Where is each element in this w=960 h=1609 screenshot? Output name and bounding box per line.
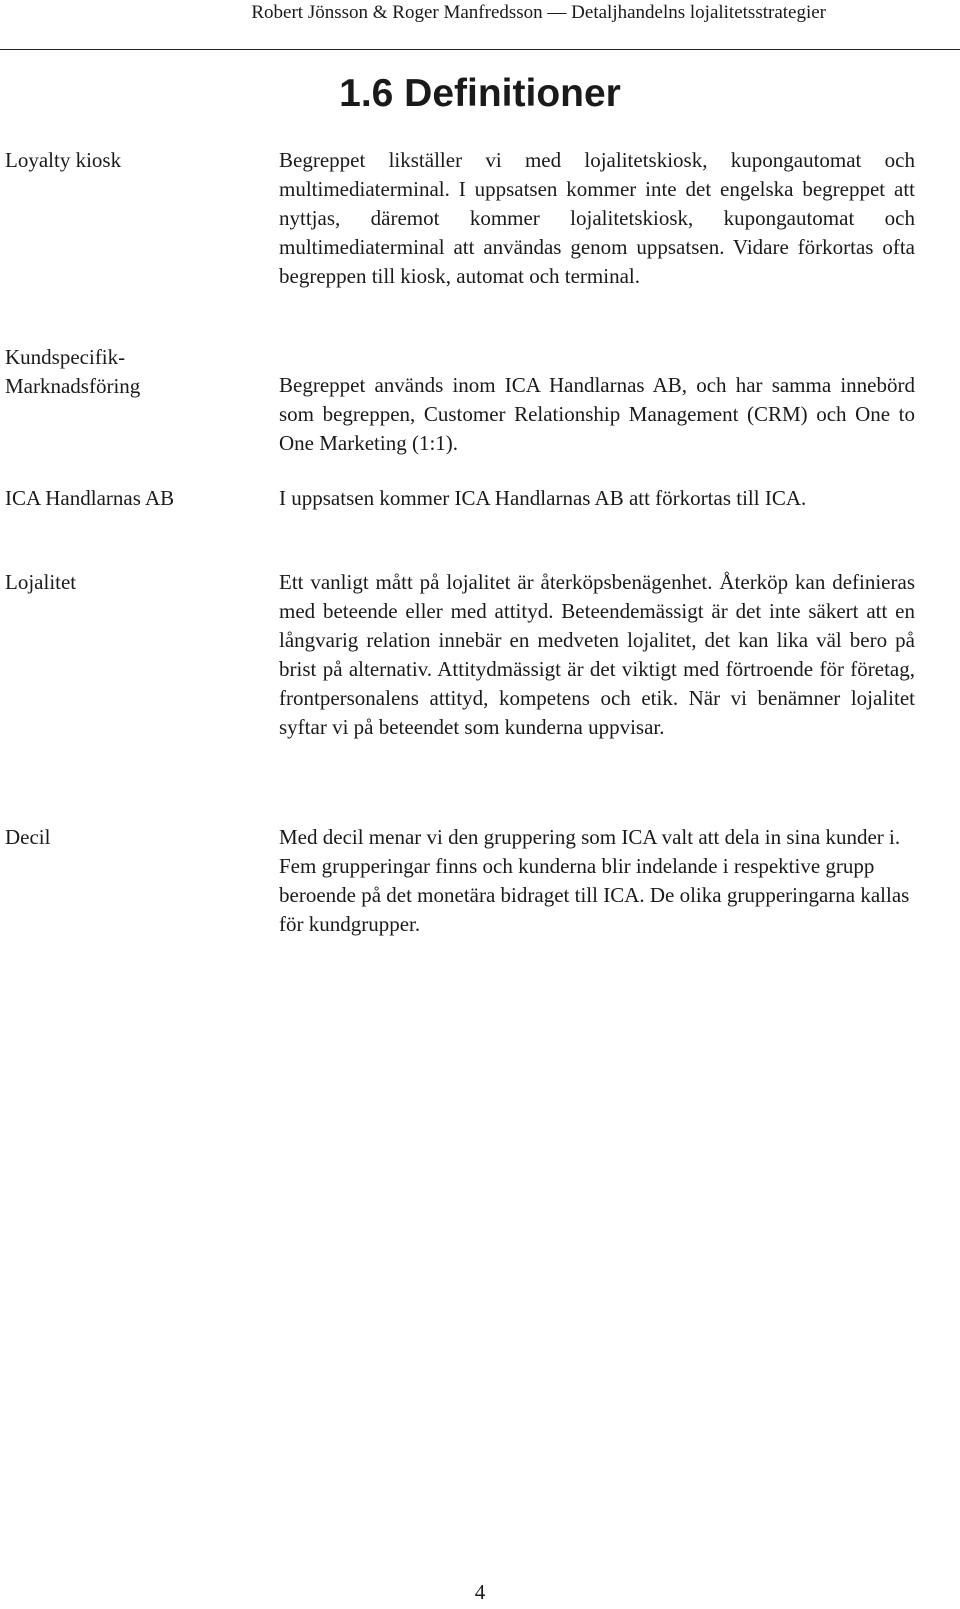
term-decil: Decil (5, 825, 51, 849)
term-kundspecifik-marknadsforing: Kundspecifik- Marknadsföring (5, 345, 141, 398)
definition-kundspecifik-marknadsforing: Begreppet används inom ICA Handlarnas AB, och har samma innebörd som begreppen, Customer Relationship Management (CRM) och One to One Marketing (1:1). (279, 373, 915, 455)
definition-ica-handlarnas-ab: I uppsatsen kommer ICA Handlarnas AB att förkortas till ICA. (279, 486, 807, 510)
definition-lojalitet: Ett vanligt mått på lojalitet är återköpsbenägenhet. Återköp kan definieras med beteende eller med attityd. Beteendemässigt är det inte säkert att en långvarig relation innebär en medveten lojalitet, det kan lika väl bero på brist på alternativ. Attitydmässigt är det viktigt med förtroende för företag, frontpersonalens attityd, kompetens och etik. När vi benämner lojalitet syftar vi på beteendet som kunderna uppvisar. (279, 570, 915, 739)
definition-loyalty-kiosk: Begreppet likställer vi med lojalitetskiosk, kupongautomat och multimediaterminal. I uppsatsen kommer inte det engelska begreppet att nyttjas, däremot kommer lojalitetskiosk, kupongautomat och multimediaterminal att användas genom uppsatsen. Vidare förkortas ofta begreppen till kiosk, automat och terminal. (279, 148, 915, 288)
term-loyalty-kiosk: Loyalty kiosk (5, 148, 122, 172)
definition-decil: Med decil menar vi den gruppering som ICA valt att dela in sina kunder i. Fem grupperingar finns och kunderna blir indelande i respektive grupp beroende på det monetära bidraget till ICA. De olika grupperingarna kallas för kundgrupper. (279, 825, 910, 936)
term-ica-handlarnas-ab: ICA Handlarnas AB (5, 486, 175, 510)
page-number: 4 (474, 1580, 486, 1604)
running-header (0, 0, 960, 50)
term-lojalitet: Lojalitet (5, 570, 77, 594)
section-title: 1.6 Definitioner (339, 72, 621, 115)
running-header-title: Robert Jönsson & Roger Manfredsson — Detaljhandelns lojalitetsstrategier (251, 2, 826, 23)
